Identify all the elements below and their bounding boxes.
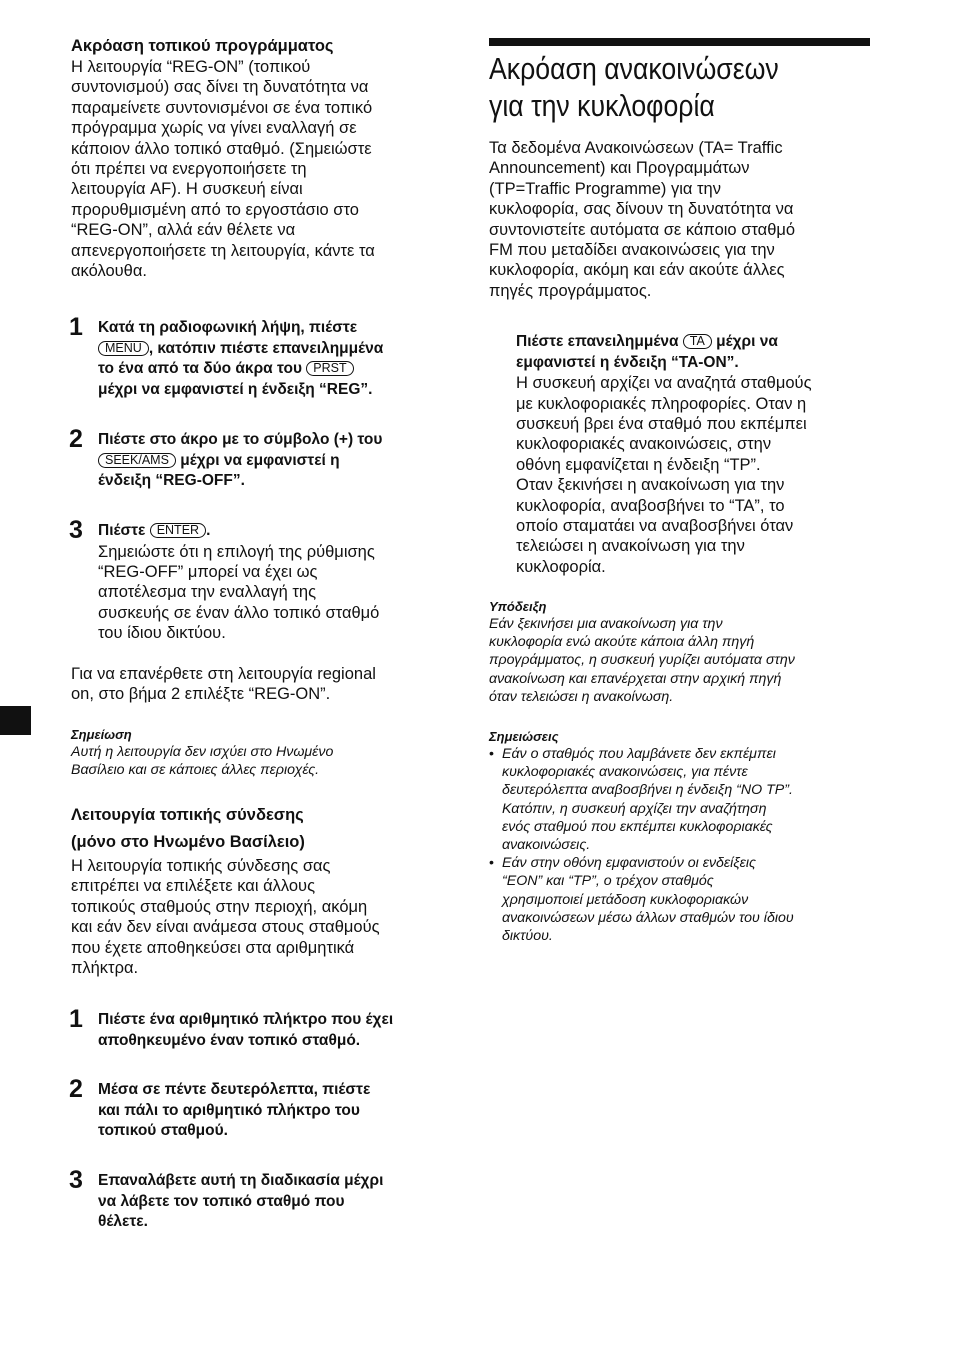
note-item (489, 745, 870, 854)
text-line: συντονισμού) σας δίνει τη δυνατότητα να (71, 78, 369, 97)
text-line: κυκλοφορία, αναβοσβήνει το “TA”, το (516, 496, 785, 515)
text-line: ένδειξη “REG-OFF”. (98, 472, 245, 490)
tip-heading: Υπόδειξη (489, 599, 547, 614)
text-line: τελειώσει η ανακοίνωση για την (516, 537, 745, 556)
text-line: “REG-OFF” μπορεί να έχει ως (98, 563, 318, 581)
text-line: Τα δεδομένα Ανακοινώσεων (TA= Traffic (489, 139, 783, 157)
text-line: κάποιον άλλο τοπικό σταθμό. (Σημειώστε (71, 139, 372, 158)
note-block (71, 726, 456, 779)
ta-button-label: TA (683, 334, 712, 349)
text-span: Πιέστε επανειλημμένα (516, 333, 679, 350)
text-line: και πάλι το αριθμητικό πλήκτρο του (98, 1101, 360, 1119)
text-line: λειτουργία AF). Η συσκευή είναι (71, 180, 303, 199)
text-line: Κατά τη ραδιοφωνική λήψη, πιέστε (98, 319, 358, 336)
text-line (98, 451, 456, 472)
step-1 (69, 313, 456, 400)
traffic-intro (489, 138, 870, 301)
text-line: (TP=Traffic Programme) για την (489, 179, 721, 198)
section-intro (71, 57, 456, 281)
enter-button-label: ENTER (150, 523, 206, 538)
text-span: μέχρι να (716, 333, 778, 350)
step-number: 2 (69, 425, 83, 453)
text-line: Η λειτουργία “REG-ON” (τοπικού (71, 58, 311, 76)
text-line: Πιέστε στο άκρο με το σύμβολο (+) του (98, 431, 383, 448)
seek-ams-button-label: SEEK/AMS (98, 453, 176, 468)
text-line: όταν τελειώσει η ανακοίνωση. (489, 688, 674, 705)
text-line: παραμείνετε συντονισμένοι σε ένα τοπικό (71, 98, 373, 117)
text-line: κυκλοφορία. (516, 557, 606, 576)
tip-block (489, 598, 870, 706)
text-line: επιτρέπει να επιλέξετε και άλλους (71, 877, 316, 896)
note-text (71, 743, 456, 779)
text-line: τοπικούς σταθμούς στην περιοχή, ακόμη (71, 897, 368, 916)
section-tab-marker (0, 706, 31, 735)
section-heading-sub (71, 829, 456, 856)
step-number: 1 (69, 313, 83, 341)
text-line: Εάν ξεκινήσει μια ανακοίνωση για την (489, 616, 723, 632)
step-number: 1 (69, 1005, 83, 1033)
step-number: 3 (69, 1166, 83, 1194)
text-span: το ένα από τα δύο άκρα του (98, 360, 302, 378)
note-item (489, 854, 870, 945)
text-line: “EON” και “TP”, ο τρέχον σταθμός (502, 873, 714, 890)
text-span: Πιέστε (98, 522, 146, 539)
section-heading (71, 802, 456, 829)
notes-list (489, 745, 870, 945)
heading-line: (μόνο στο Ηνωμένο Βασίλειο) (71, 833, 305, 851)
text-line: “REG-ON”, αλλά εάν θέλετε να (71, 221, 296, 240)
text-line (98, 359, 456, 380)
text-line: Επαναλάβετε αυτή τη διαδικασία μέχρι (98, 1172, 384, 1189)
step-instruction (98, 430, 456, 492)
step-2 (69, 425, 456, 492)
text-line: ακόλουθα. (71, 262, 147, 281)
text-line: χρησιμοποιεί μετάδοση κυκλοφοριακών (502, 891, 749, 908)
text-line: συσκευή βρει ένα σταθμό που εκπέμπει (516, 415, 807, 433)
text-line: δευτερόλεπτα αναβοσβήνει η ένδειξη “NO TP”. (502, 782, 793, 799)
text-line: Για να επανέρθετε στη λειτουργία regional (71, 665, 376, 683)
text-line: εμφανιστεί η ένδειξη “TA-ON”. (516, 353, 739, 371)
text-line: • Εάν στην οθόνη εμφανιστούν οι ενδείξεις (502, 855, 756, 872)
text-line: πρόγραμμα χωρίς να γίνει εναλλαγή σε (71, 119, 357, 138)
page-title (489, 50, 817, 124)
local-link-step-1 (69, 1005, 458, 1051)
text-line: Αυτή η λειτουργία δεν ισχύει στο Ηνωμένο (71, 744, 334, 760)
text-line: πηγές προγράμματος. (489, 281, 652, 300)
text-line: Σημειώστε ότι η επιλογή της ρύθμισης (98, 542, 375, 561)
text-line: πλήκτρα. (71, 959, 139, 978)
text-line: ανακοινώσεις. (502, 837, 591, 854)
title-rule (489, 38, 870, 46)
title-line: Ακρόαση ανακοινώσεων (489, 51, 779, 86)
text-span: μέχρι να εμφανιστεί η (180, 451, 340, 469)
text-line: κυκλοφορία, ακόμη και εάν ακούτε άλλες (489, 261, 785, 280)
text-span: . (206, 522, 211, 539)
text-line: ανακοινώσεων μέσω άλλων σταθμών του ίδιου (502, 909, 794, 926)
text-line: Announcement) και Προγραμμάτων (489, 159, 750, 178)
text-line: • Εάν ο σταθμός που λαμβάνετε δεν εκπέμπει (502, 746, 776, 762)
text-line: on, στο βήμα 2 επιλέξτε “REG-ON”. (71, 685, 331, 704)
text-line: τοπικού σταθμού. (98, 1122, 228, 1140)
text-line: Κατόπιν, η συσκευή αρχίζει την αναζήτηση (502, 800, 767, 817)
text-line: FM που μεταδίδει ανακοινώσεις για την (489, 241, 775, 260)
text-line: προγράμματος, η συσκευή γυρίζει αυτόματα στην (489, 652, 795, 669)
text-line: Μέσα σε πέντε δευτερόλεπτα, πιέστε (98, 1081, 371, 1098)
step-instruction (98, 521, 456, 542)
section-local-program (71, 36, 456, 281)
heading-line: Λειτουργία τοπικής σύνδεσης (71, 806, 304, 824)
local-link-step-2 (69, 1075, 458, 1142)
text-line: κυκλοφορία ενώ ακούτε κάποια άλλη πηγή (489, 634, 755, 651)
regional-on-paragraph (71, 664, 456, 705)
note-heading: Σημείωση (71, 727, 132, 742)
text-line: κυκλοφοριακές ανακοινώσεις, για πέντε (502, 764, 748, 781)
text-line: μέχρι να εμφανιστεί η ένδειξη “REG”. (98, 380, 373, 398)
text-line: προρυθμισμένη από το εργοστάσιο στο (71, 200, 359, 219)
prst-button-label: PRST (306, 361, 353, 376)
step-3 (69, 516, 456, 644)
local-link-step-3 (69, 1166, 458, 1233)
text-line: με κυκλοφοριακές πληροφορίες. Οταν η (516, 394, 807, 413)
notes-block (489, 728, 870, 945)
menu-button-label: MENU (98, 341, 149, 356)
tip-text (489, 615, 870, 706)
text-line (516, 332, 870, 353)
step-explanation (516, 373, 870, 577)
step-explanation (98, 542, 456, 644)
step-instruction (98, 318, 456, 400)
text-line (98, 339, 456, 360)
ta-instruction (516, 332, 870, 577)
text-line: που έχετε αποθηκεύσει στα αριθμητικά (71, 938, 355, 957)
text-line: Οταν ξεκινήσει η ανακοίνωση για την (516, 476, 785, 495)
section-local-link (71, 802, 456, 978)
step-instruction (98, 1080, 458, 1142)
text-line: θέλετε. (98, 1213, 148, 1231)
text-line: αποθηκευμένο έναν τοπικό σταθμό. (98, 1031, 361, 1049)
text-line: Βασίλειο και σε κάποιες άλλες περιοχές. (71, 762, 320, 779)
text-line: αποτέλεσμα την εναλλαγή της (98, 583, 317, 602)
text-line: συντονιστείτε αυτόματα σε κάποιο σταθμό (489, 220, 796, 239)
text-line: οποίο σταματάει να αναβοσβήνει όταν (516, 517, 794, 536)
step-instruction (516, 332, 870, 373)
text-line: απενεργοποιήσετε τη λειτουργία, κάντε τα (71, 241, 375, 260)
text-line: Η συσκευή αρχίζει να αναζητά σταθμούς (516, 374, 812, 393)
text-span: , κατόπιν πιέστε επανειλημμένα (148, 339, 384, 357)
text-line: ανακοίνωση και επανέρχεται στην αρχική πηγή (489, 670, 782, 687)
text-line: κυκλοφοριακές ανακοινώσεις, στην (516, 435, 772, 454)
text-line: Η λειτουργία τοπικής σύνδεσης σας (71, 857, 331, 875)
text-line: ενός σταθμού που εκπέμπει κυκλοφοριακές (502, 818, 773, 835)
section-intro (71, 856, 456, 978)
text-line: οθόνη εμφανίζεται η ένδειξη “TP”. (516, 455, 761, 474)
text-line: να λάβετε τον τοπικό σταθμό που (98, 1192, 345, 1210)
text-line: ότι πρέπει να ενεργοποιήσετε τη (71, 160, 307, 179)
title-line: για την κυκλοφορία (489, 88, 715, 123)
text-line: Πιέστε ένα αριθμητικό πλήκτρο που έχει (98, 1011, 394, 1028)
step-number: 3 (69, 516, 83, 544)
section-heading: Ακρόαση τοπικού προγράμματος (71, 37, 334, 55)
step-instruction (98, 1010, 458, 1051)
text-line: του ίδιου δικτύου. (98, 624, 226, 643)
step-number: 2 (69, 1075, 83, 1103)
text-line: και εάν δεν είναι ανάμεσα στους σταθμούς (71, 918, 380, 937)
text-line: συσκευής σε έναν άλλο τοπικό σταθμό (98, 603, 380, 622)
text-line: δικτύου. (502, 928, 553, 945)
step-instruction (98, 1171, 458, 1233)
notes-heading: Σημειώσεις (489, 729, 559, 744)
text-line: κυκλοφορία, σας δίνουν τη δυνατότητα να (489, 200, 794, 219)
